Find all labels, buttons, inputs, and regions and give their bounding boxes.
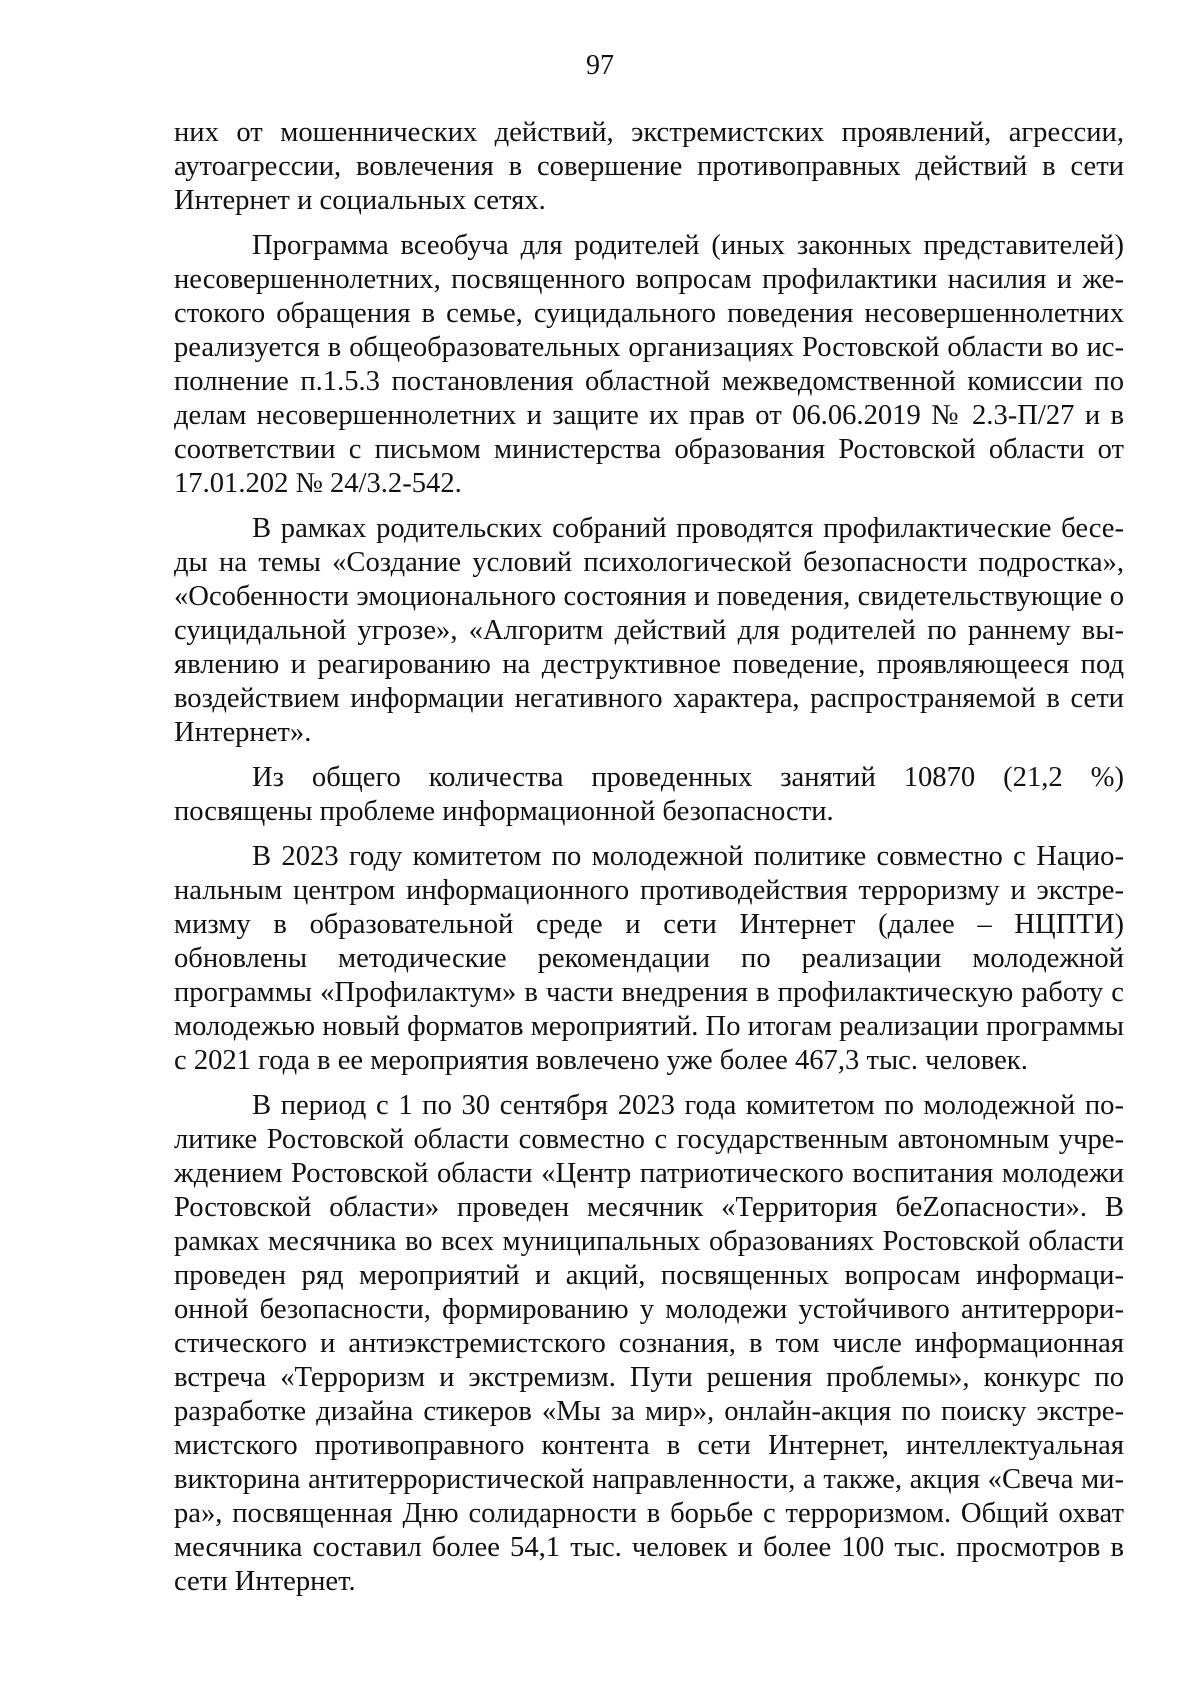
paragraph-youth-program: В 2023 году комитетом по молодежной политике совместно с Национальным центром информационного противодействия терроризму и экстремизму в образовательной среде и сети Интернет (далее – НЦПТИ) обновлены методические рекомендации по реализации молодежной программы «Профилактум» в части внедрения в профилактическую работу с молодежью новый форматов мероприятий. По итогам реализации программы с 2021 года в ее мероприятия вовлечено уже более 467,3 тыс. человек. xyxy=(174,841,1124,1076)
paragraph-continuation: них от мошеннических действий, экстремистских проявлений, агрессии, аутоагрессии, вовлечения в совершение противоправных действий в сети Интернет и социальных сетях. xyxy=(174,117,1124,216)
document-body xyxy=(174,116,1124,1610)
paragraph-parent-meetings: В рамках родительских собраний проводятся профилактические беседы на темы «Создание условий психологической безопасности подростка», «Особенности эмоционального состояния и поведения, свидетельствующие о суицидальной угрозе», «Алгоритм действий для родителей по раннему выявлению и реагированию на деструктивное поведение, проявляющееся под воздействием информации негативного характера, распространяемой в сети Интернет». xyxy=(174,513,1124,748)
page-number: 97 xyxy=(586,50,614,81)
paragraph-security-month: В период с 1 по 30 сентября 2023 года комитетом по молодежной политике Ростовской области совместно с государственным автономным учреждением Ростовской области «Центр патриотического воспитания молодежи Ростовской области» проведен месячник «Территория беZопасности». В рамках месячника во всех муниципальных образованиях Ростовской области проведен ряд мероприятий и акций, посвященных вопросам информационной безопасности, формированию у молодежи устойчивого антитеррористического и антиэкстремистского сознания, в том числе информационная встреча «Терроризм и экстремизм. Пути решения проблемы», конкурс по разработке дизайна стикеров «Мы за мир», онлайн-акция по поиску экстремистского противоправного контента в сети Интернет, интеллектуальная викторина антитеррористической направленности, а также, акция «Свеча мира», посвященная Дню солидарности в борьбе с терроризмом. Общий охват месячника составил более 54,1 тыс. человек и более 100 тыс. просмотров в сети Интернет. xyxy=(174,1090,1124,1597)
paragraph-lessons-count: Из общего количества проведенных занятий 10870 (21,2 %) посвящены проблеме информационной безопасности. xyxy=(174,762,1124,827)
paragraph-parent-education-program: Программа всеобуча для родителей (иных законных представителей) несовершеннолетних, посвященного вопросам профилактики насилия и жестокого обращения в семье, суицидального поведения несовершеннолетних реализуется в общеобразовательных организациях Ростовской области во исполнение п.1.5.3 постановления областной межведомственной комиссии по делам несовершеннолетних и защите их прав от 06.06.2019 № 2.3-П/27 и в соответствии с письмом министерства образования Ростовской области от 17.01.202 № 24/3.2-542. xyxy=(174,230,1124,499)
